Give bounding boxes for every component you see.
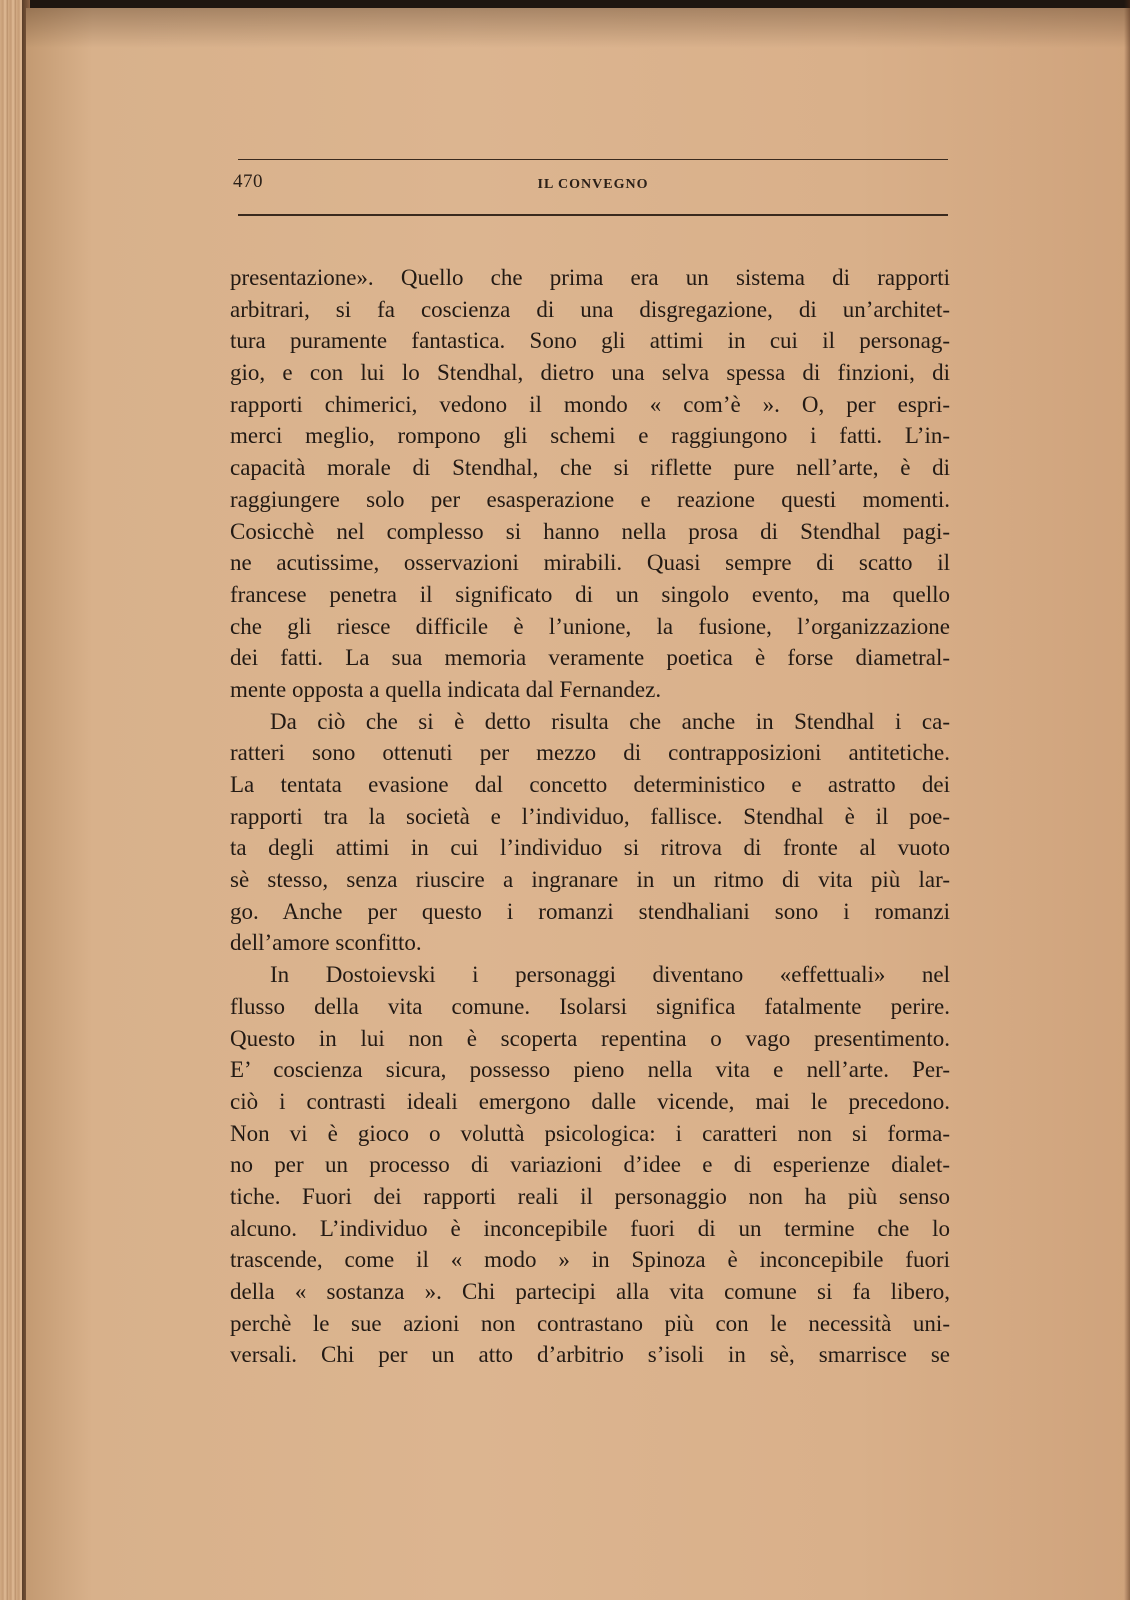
right-edge-shadow [1124,0,1130,1600]
text-line: presentazione». Quello che prima era un sistema di rapporti [230,265,950,290]
body-text [230,262,950,1371]
text-line: In Dostoievski i personaggi diventano «effettuali» nel [270,962,950,988]
text-line: Cosicchè nel complesso si hanno nella prosa di Stendhal pagi- [230,518,950,544]
text-line: no per un processo di variazioni d’idee e di esperienze dialet- [230,1152,950,1178]
text-line: ratteri sono ottenuti per mezzo di contrapposizioni antitetiche. [230,740,950,766]
text-line: della « sostanza ». Chi partecipi alla vita comune si fa libero, [230,1279,950,1304]
text-line: arbitrari, si fa coscienza di una disgregazione, di un’architet- [230,296,950,322]
text-line: mente opposta a quella indicata dal Fernandez. [230,676,662,702]
text-line: perchè le sue azioni non contrastano più con le necessità uni- [230,1310,950,1336]
text-line: tiche. Fuori dei rapporti reali il personaggio non ha più senso [230,1183,950,1209]
text-line: capacità morale di Stendhal, che si riflette pure nell’arte, è di [230,455,950,481]
text-line: rapporti tra la società e l’individuo, fallisce. Stendhal è il poe- [230,803,950,829]
text-line: versali. Chi per un atto d’arbitrio s’isoli in sè, smarrisce se [230,1342,950,1368]
text-line: che gli riesce difficile è l’unione, la fusione, l’organizzazione [230,613,950,639]
running-head: IL CONVEGNO [537,177,649,192]
text-line: ciò i contrasti ideali emergono dalle vicende, mai le precedono. [230,1088,950,1114]
top-shadow [26,8,1130,48]
text-line: sè stesso, senza riuscire a ingranare in un ritmo di vita più lar- [230,867,950,893]
text-line: E’ coscienza sicura, possesso pieno nella vita e nell’arte. Per- [230,1057,950,1083]
text-line: tura puramente fantastica. Sono gli attimi in cui il personag- [230,328,950,354]
text-line: dei fatti. La sua memoria veramente poetica è forse diametral- [230,645,950,671]
text-line: go. Anche per questo i romanzi stendhaliani sono i romanzi [230,898,950,924]
text-line: francese penetra il significato di un singolo evento, ma quello [230,581,950,607]
text-line: ta degli attimi in cui l’individuo si ritrova di fronte al vuoto [230,835,950,861]
text-line: raggiungere solo per esasperazione e reazione questi momenti. [230,486,950,512]
page-number: 470 [233,171,263,192]
text-line: La tentata evasione dal concetto deterministico e astratto dei [230,772,950,797]
text-line: dell’amore sconfitto. [230,930,422,956]
text-line: ne acutissime, osservazioni mirabili. Quasi sempre di scatto il [230,550,950,576]
text-line: Questo in lui non è scoperta repentina o vago presentimento. [230,1025,950,1051]
text-line: Da ciò che si è detto risulta che anche in Stendhal i ca- [270,708,950,734]
text-line: flusso della vita comune. Isolarsi significa fatalmente perire. [230,993,950,1019]
text-line: rapporti chimerici, vedono il mondo « com’è ». O, per espri- [230,391,950,417]
text-line: gio, e con lui lo Stendhal, dietro una selva spessa di finzioni, di [230,360,950,386]
text-line: alcuno. L’individuo è inconcepibile fuori di un termine che lo [230,1215,950,1241]
text-line: trascende, come il « modo » in Spinoza è inconcepibile fuori [230,1247,950,1273]
header-rule-top [238,159,948,160]
text-line: merci meglio, rompono gli schemi e raggiungono i fatti. L’in- [230,423,950,449]
header-rule-bottom [238,214,948,216]
text-line: Non vi è gioco o voluttà psicologica: i caratteri non si forma- [230,1120,950,1146]
